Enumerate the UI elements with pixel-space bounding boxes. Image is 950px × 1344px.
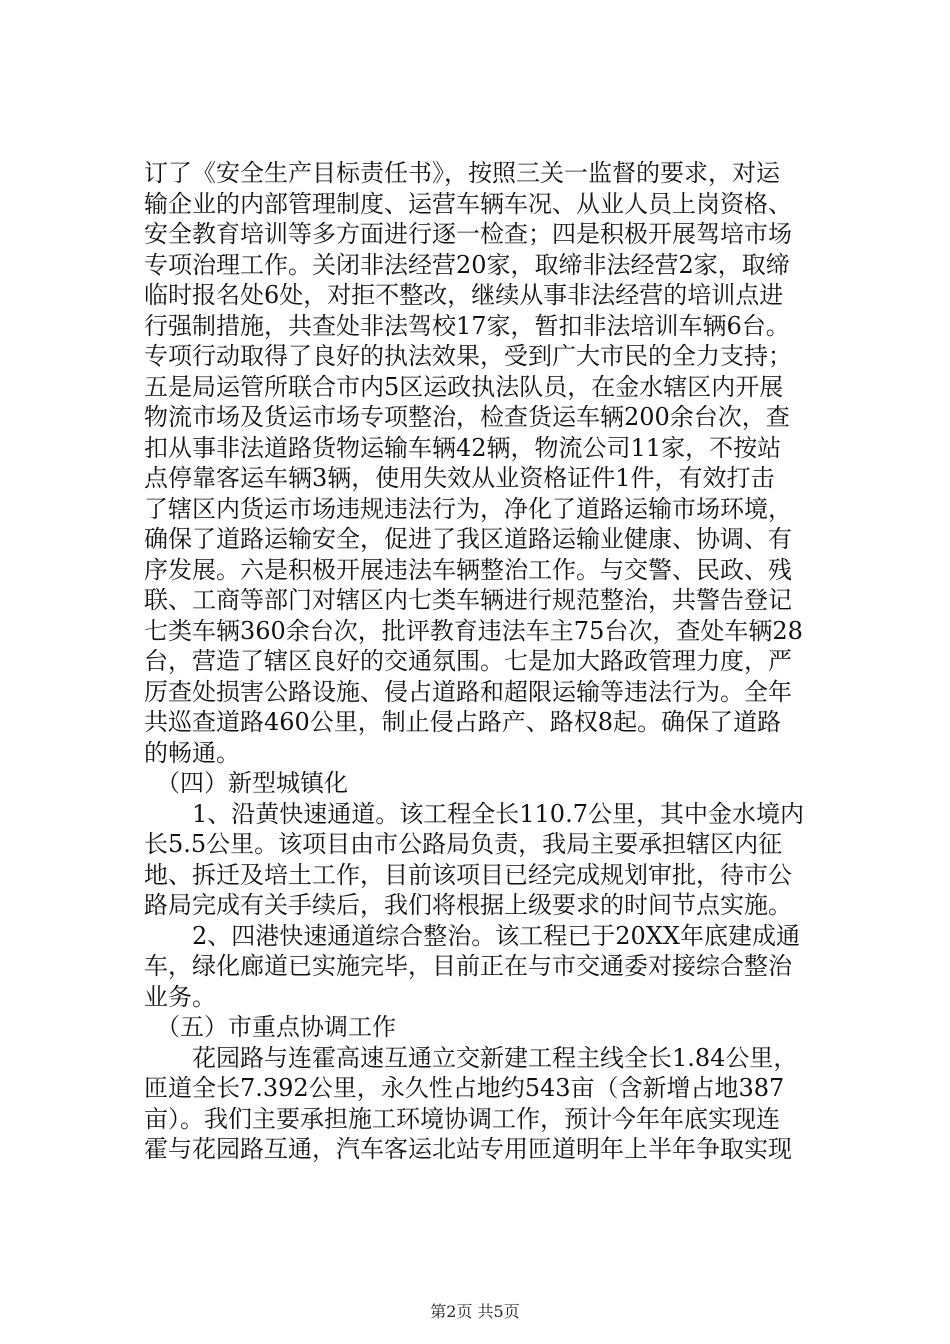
text-line: 台，营造了辖区良好的交通氛围。七是加大路政管理力度，严 [144,647,792,675]
text-line: 点停靠客运车辆3辆，使用失效从业资格证件1件，有效打击 [144,464,775,492]
text-line: 物流市场及货运市场专项整治，检查货运车辆200余台次，查 [144,403,790,431]
text-line: 了辖区内货运市场违规违法行为，净化了道路运输市场环境， [144,494,792,523]
page-footer: 第2页 共5页 [430,1302,520,1321]
text-line: 扣从事非法道路货物运输车辆42辆，物流公司11家，不按站 [144,433,782,462]
text-line: 专项治理工作。关闭非法经营20家，取缔非法经营2家，取缔 [144,250,790,279]
text-line: 联、工商等部门对辖区内七类车辆进行规范整治，共警告登记 [144,586,792,614]
text-line: 专项行动取得了良好的执法效果，受到广大市民的全力支持； [144,342,792,370]
text-line: 五是局运管所联合市内5区运政执法队员，在金水辖区内开展 [144,372,784,401]
text-line: 安全教育培训等多方面进行逐一检查；四是积极开展驾培市场 [144,220,792,248]
text-line: 亩）。我们主要承担施工环境协调工作，预计今年年底实现连 [144,1104,780,1133]
text-line: 输企业的内部管理制度、运营车辆车况、从业人员上岗资格、 [144,189,792,218]
document-body [144,158,834,1165]
text-line: 行强制措施，共查处非法驾校17家，暂扣非法培训车辆6台。 [144,311,790,340]
text-line: 地、拆迁及培土工作，目前该项目已经完成规划审批，待市公 [144,860,792,889]
text-line: 花园路与连霍高速互通立交新建工程主线全长1.84公里， [144,1043,798,1072]
text-line: 1、沿黄快速通道。该工程全长110.7公里，其中金水境内 [144,799,804,828]
text-line: 的畅通。 [144,738,240,767]
text-line: （四）新型城镇化 [144,769,348,797]
text-line: 临时报名处6处，对拒不整改，继续从事非法经营的培训点进 [144,281,784,309]
text-line: 路局完成有关手续后，我们将根据上级要求的时间节点实施。 [144,891,792,919]
text-line: 2、四港快速通道综合整治。该工程已于20XX年底建成通 [144,921,800,950]
text-line: 长5.5公里。该项目由市公路局负责，我局主要承担辖区内征 [144,830,783,858]
text-line: （五）市重点协调工作 [144,1013,396,1041]
text-line: 业务。 [144,982,216,1011]
text-line: 序发展。六是积极开展违法车辆整治工作。与交警、民政、残 [144,555,792,584]
text-line: 霍与花园路互通，汽车客运北站专用匝道明年上半年争取实现 [144,1135,792,1163]
text-line: 车，绿化廊道已实施完毕，目前正在与市交通委对接综合整治 [144,952,792,980]
text-line: 匝道全长7.392公里，永久性占地约543亩（含新增占地387 [144,1074,785,1102]
text-line: 订了《安全生产目标责任书》，按照三关一监督的要求，对运 [144,159,780,187]
text-line: 共巡查道路460公里，制止侵占路产、路权8起。确保了道路 [144,708,782,736]
text-line: 确保了道路运输安全，促进了我区道路运输业健康、协调、有 [144,525,792,553]
text-line: 厉查处损害公路设施、侵占道路和超限运输等违法行为。全年 [144,677,792,706]
text-line: 七类车辆360余台次，批评教育违法车主75台次，查处车辆28 [144,616,803,645]
